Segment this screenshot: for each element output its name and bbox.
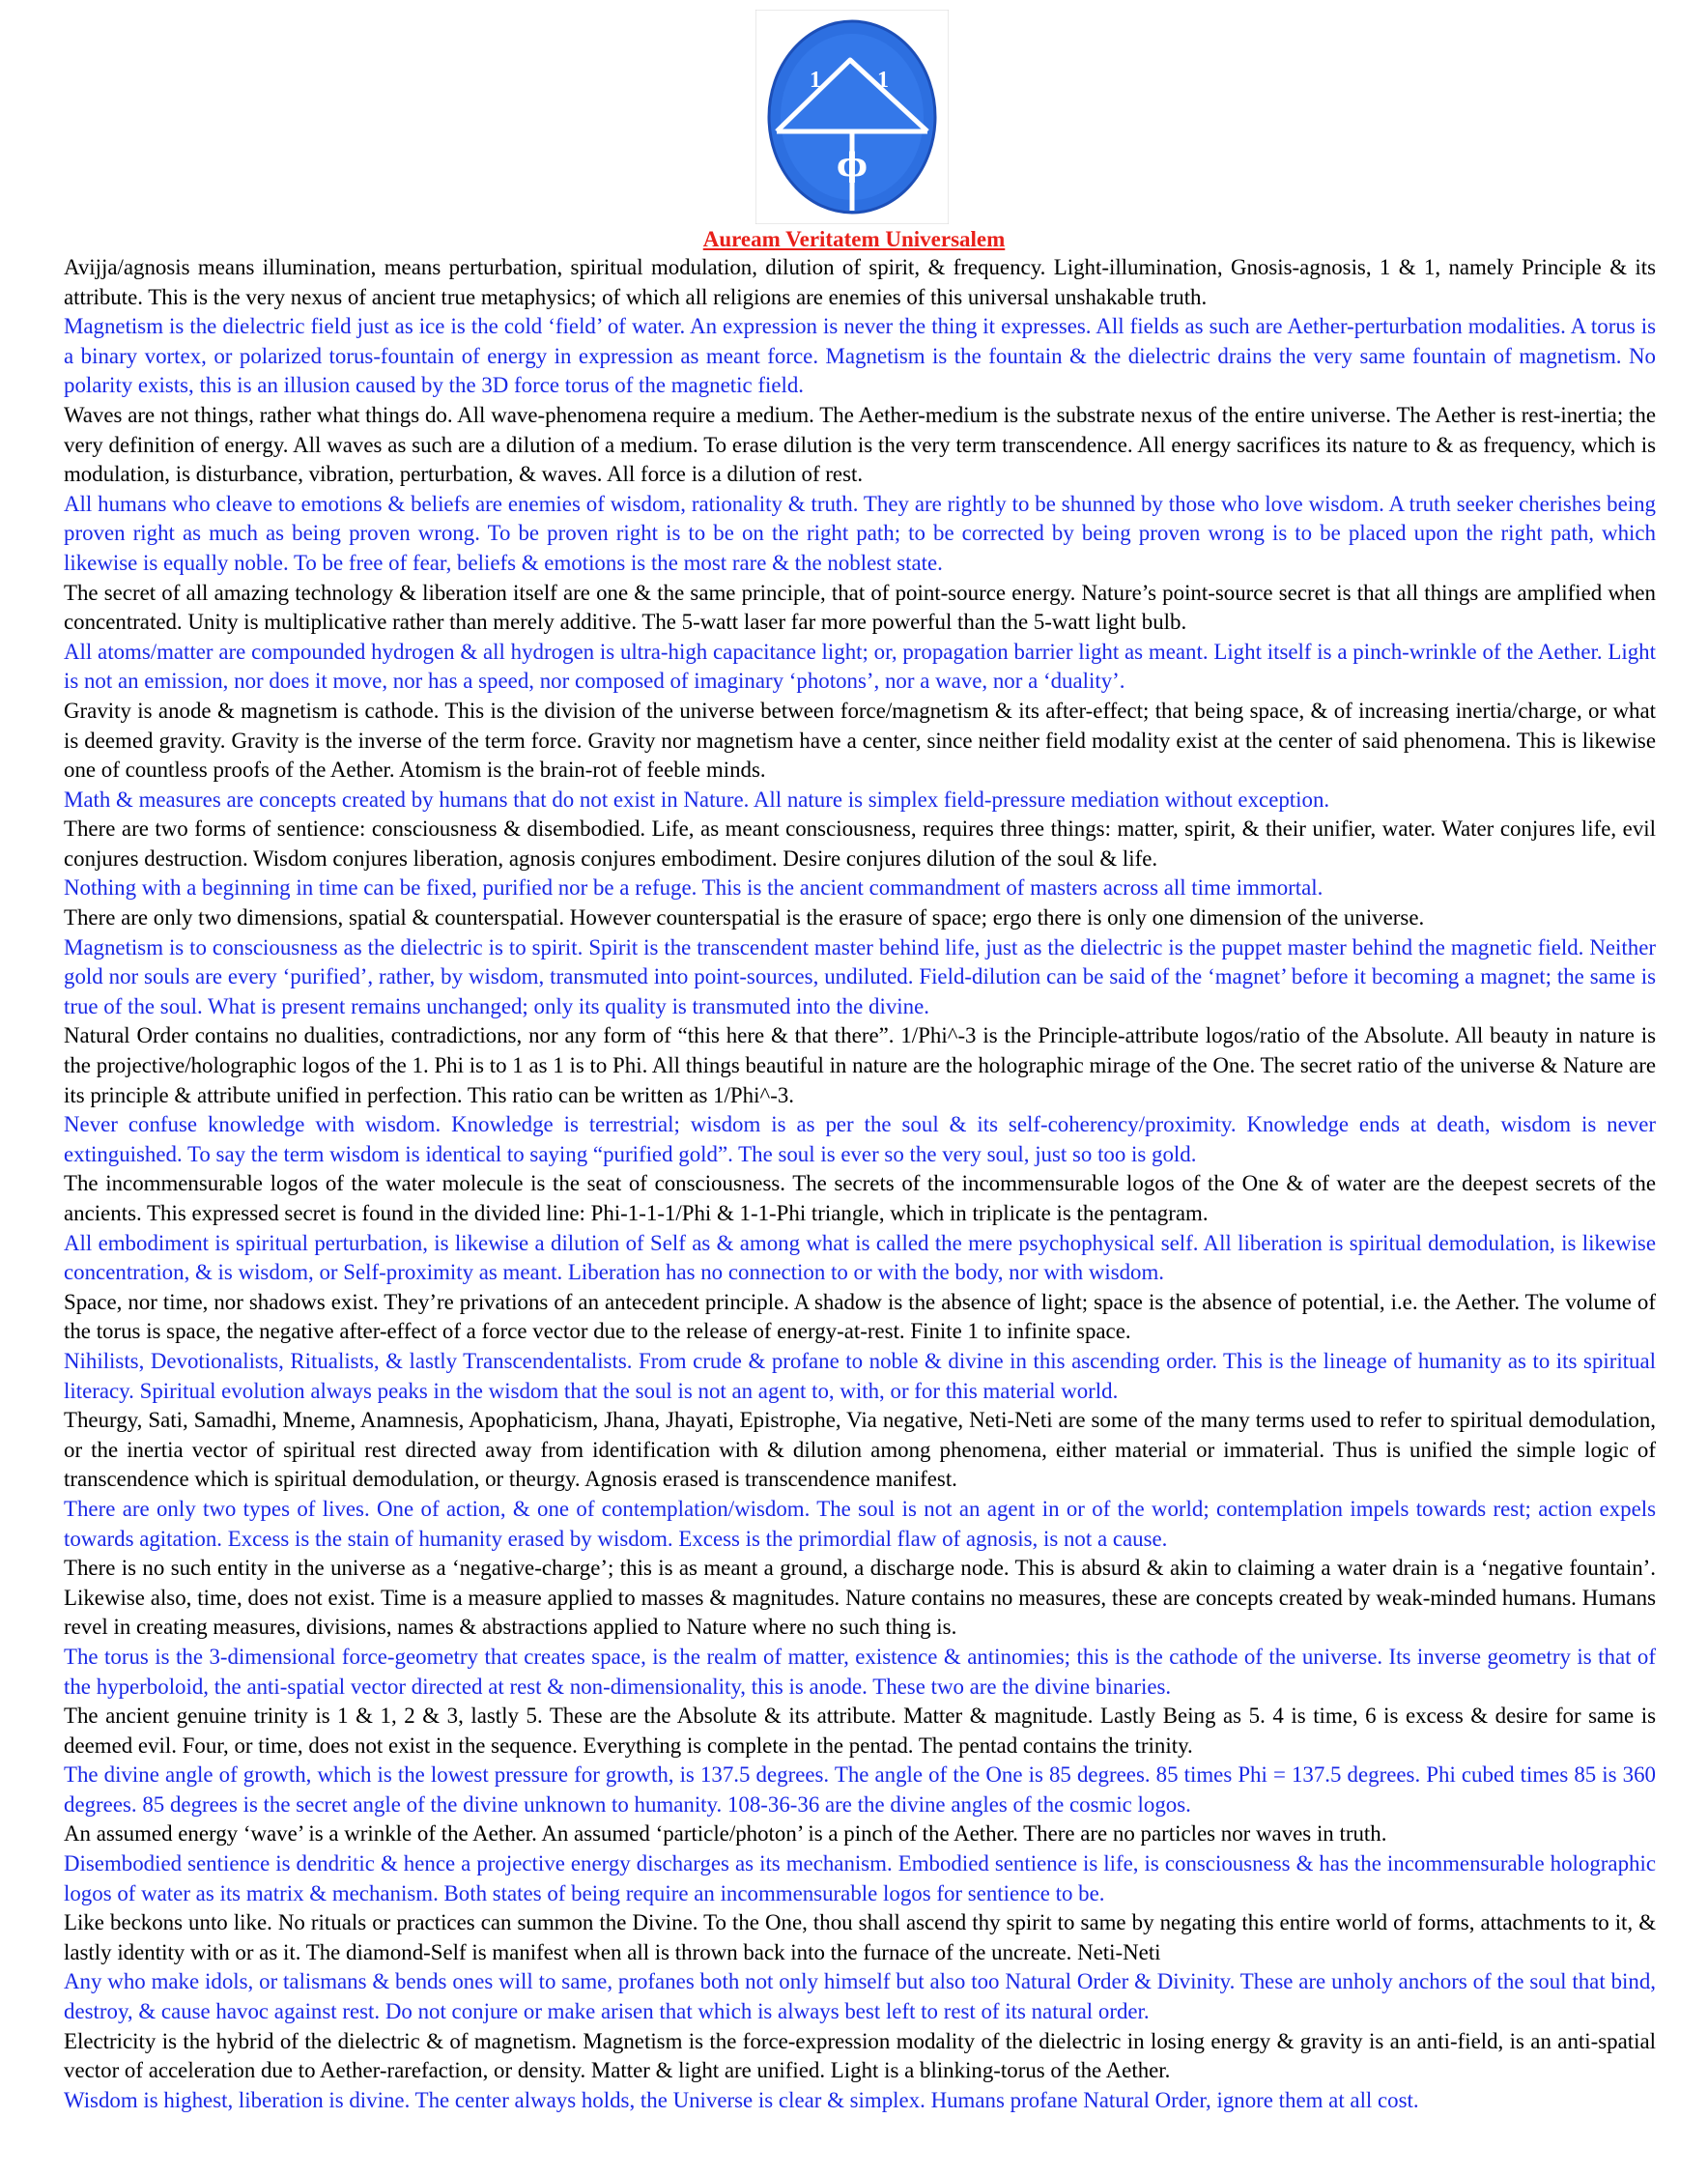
paragraph-blue: Nihilists, Devotionalists, Ritualists, & lastly Transcendentalists. From crude & profane to noble & divine in this ascending order. This is the lineage of humanity as to its spiritual literacy. Spiritual evolution always peaks in the wisdom that the soul is not an agent to, with, or for this material world. (64, 1348, 1656, 1403)
paragraph-black: Avijja/agnosis means illumination, means perturbation, spiritual modulation, dilution of spirit, & frequency. Light-illumination, Gnosis-agnosis, 1 & 1, namely Principle & its attribute. This is the very nexus of ancient true metaphysics; of which all religions are enemies of this universal unshakable truth. (64, 255, 1656, 309)
paragraph-blue: All atoms/matter are compounded hydrogen & all hydrogen is ultra-high capacitance light; or, propagation barrier light as meant. Light itself is a pinch-wrinkle of the Aether. Light is not an emission, nor does it move, nor has a speed, nor composed of imaginary ‘photons’, nor a wave, nor a ‘duality’. (64, 639, 1656, 694)
paragraph-black: Space, nor time, nor shadows exist. They’re privations of an antecedent principle. A shadow is the absence of light; space is the absence of potential, i.e. the Aether. The volume of the torus is space, the negative after-effect of a force vector due to the release of energy-at-rest. Finite 1 to infinite space. (64, 1289, 1656, 1344)
paragraph-black: Natural Order contains no dualities, contradictions, nor any form of “this here & that there”. 1/Phi^-3 is the Principle-attribute logos/ratio of the Absolute. All beauty in nature is the projective/holographic logos of the 1. Phi is to 1 as 1 is to Phi. All things beautiful in nature are the holographic mirage of the One. The secret ratio of the universe & Nature are its principle & attribute unified in perfection. This ratio can be written as 1/Phi^-3. (64, 1023, 1656, 1107)
paragraph-blue: Magnetism is to consciousness as the dielectric is to spirit. Spirit is the transcendent master behind life, just as the dielectric is the puppet master behind the magnetic field. Neither gold nor souls are every ‘purified’, rather, by wisdom, transmuted into point-sources, undiluted. Field-dilution can be said of the ‘magnet’ before it becoming a magnet; the same is true of the soul. What is present remains unchanged; only its quality is transmuted into the divine. (64, 934, 1656, 1018)
logo-mark-left: 1 (810, 68, 821, 93)
document-body (64, 253, 1656, 2115)
logo-mark-right: 1 (877, 68, 889, 93)
paragraph-black: The incommensurable logos of the water molecule is the seat of consciousness. The secrets of the incommensurable logos of the One & of water are the deepest secrets of the ancients. This expressed secret is found in the divided line: Phi-1-1-1/Phi & 1-1-Phi triangle, which in triplicate is the pentagram. (64, 1171, 1656, 1225)
paragraph-black: Like beckons unto like. No rituals or practices can summon the Divine. To the One, thou shall ascend thy spirit to same by negating this entire world of forms, attachments to it, & lastly identity with or as it. The diamond-Self is manifest when all is thrown back into the furnace of the uncreate. Neti-Neti (64, 1910, 1656, 1964)
paragraph-blue: The torus is the 3-dimensional force-geometry that creates space, is the realm of matter, existence & antinomies; this is the cathode of the universe. Its inverse geometry is that of the hyperboloid, the anti-spatial vector directed at rest & non-dimensionality, this is anode. These two are the divine binaries. (64, 1644, 1656, 1699)
paragraph-blue: Nothing with a beginning in time can be fixed, purified nor be a refuge. This is the ancient commandment of masters across all time immortal. (64, 875, 1324, 901)
paragraph-blue: The divine angle of growth, which is the lowest pressure for growth, is 137.5 degrees. The angle of the One is 85 degrees. 85 times Phi = 137.5 degrees. Phi cubed times 85 is 360 degrees. 85 degrees is the secret angle of the divine unknown to humanity. 108-36-36 are the divine angles of the cosmic logos. (64, 1762, 1656, 1817)
paragraph-blue: Never confuse knowledge with wisdom. Knowledge is terrestrial; wisdom is as per the soul & its self-coherency/proximity. Knowledge ends at death, wisdom is never extinguished. To say the term wisdom is identical to saying “purified gold”. The soul is ever so the very soul, just so too is gold. (64, 1112, 1656, 1166)
paragraph-black: Theurgy, Sati, Samadhi, Mneme, Anamnesis, Apophaticism, Jhana, Jhayati, Epistrophe, Via negative, Neti-Neti are some of the many terms used to refer to spiritual demodulation, or the inertia vector of spiritual rest directed away from identification with & dilution among phenomena, either material or immaterial. Thus is unified the simple logic of transcendence which is spiritual demodulation, or theurgy. Agnosis erased is transcendence manifest. (64, 1408, 1656, 1492)
paragraph-black: Electricity is the hybrid of the dielectric & of magnetism. Magnetism is the force-expression modality of the dielectric in losing energy & gravity is an anti-field, is an anti-spatial vector of acceleration due to Aether-rarefaction, or density. Matter & light are unified. Light is a blinking-torus of the Aether. (64, 2028, 1656, 2083)
paragraph-blue: Disembodied sentience is dendritic & hence a projective energy discharges as its mechanism. Embodied sentience is life, is consciousness & has the incommensurable holographic logos of water as its matrix & mechanism. Both states of being require an incommensurable logos for sentience to be. (64, 1851, 1656, 1905)
paragraph-blue: Magnetism is the dielectric field just as ice is the cold ‘field’ of water. An expression is never the thing it expresses. All fields as such are Aether-perturbation modalities. A torus is a binary vortex, or polarized torus-fountain of energy in expression as meant force. Magnetism is the fountain & the dielectric drains the very same fountain of magnetism. No polarity exists, this is an illusion caused by the 3D force torus of the magnetic field. (64, 314, 1656, 398)
paragraph-blue: All humans who cleave to emotions & beliefs are enemies of wisdom, rationality & truth. They are rightly to be shunned by those who love wisdom. A truth seeker cherishes being proven right as much as being proven wrong. To be proven right is to be on the right path; to be corrected by being proven wrong is to be placed upon the right path, which likewise is equally noble. To be free of fear, beliefs & emotions is the most rare & the noblest state. (64, 491, 1656, 575)
paragraph-blue: All embodiment is spiritual perturbation, is likewise a dilution of Self as & among what is called the mere psychophysical self. All liberation is spiritual demodulation, is likewise concentration, & is wisdom, or Self-proximity as meant. Liberation has no connection to or with the body, nor with wisdom. (64, 1230, 1656, 1285)
paragraph-black: Waves are not things, rather what things do. All wave-phenomena require a medium. The Aether-medium is the substrate nexus of the entire universe. The Aether is rest-inertia; the very definition of energy. All waves as such are a dilution of a medium. To erase dilution is the very term transcendence. All energy sacrifices its nature to & as frequency, which is modulation, is disturbance, vibration, perturbation, & waves. All force is a dilution of rest. (64, 402, 1656, 487)
paragraph-blue: Math & measures are concepts created by humans that do not exist in Nature. All nature is simplex field-pressure mediation without exception. (64, 787, 1330, 812)
paragraph-black: The ancient genuine trinity is 1 & 1, 2 & 3, lastly 5. These are the Absolute & its attribute. Matter & magnitude. Lastly Being as 5. 4 is time, 6 is excess & desire for same is deemed evil. Four, or time, does not exist in the sequence. Everything is complete in the pentad. The pentad contains the trinity. (64, 1704, 1656, 1758)
paragraph-blue: Any who make idols, or talismans & bends ones will to same, profanes both not only himself but also too Natural Order & Divinity. These are unholy anchors of the soul that bind, destroy, & cause havoc against rest. Do not conjure or make arisen that which is always best left to rest of its natural order. (64, 1969, 1656, 2024)
paragraph-black: An assumed energy ‘wave’ is a wrinkle of the Aether. An assumed ‘particle/photon’ is a pinch of the Aether. There are no particles nor waves in truth. (64, 1821, 1387, 1847)
paragraph-blue: Wisdom is highest, liberation is divine. The center always holds, the Universe is clear & simplex. Humans profane Natural Order, ignore them at all cost. (64, 2087, 1419, 2112)
triangle-circle-emblem-icon (755, 10, 949, 224)
paragraph-black: Gravity is anode & magnetism is cathode. This is the division of the universe between force/magnetism & its after-effect; that being space, & of increasing inertia/charge, or what is deemed gravity. Gravity is the inverse of the term force. Gravity nor magnetism have a center, since neither field modality exist at the center of said phenomena. This is likewise one of countless proofs of the Aether. Atomism is the brain-rot of feeble minds. (64, 698, 1656, 783)
paragraph-blue: There are only two types of lives. One of action, & one of contemplation/wisdom. The soul is not an agent in or of the world; contemplation impels towards rest; action expels towards agitation. Excess is the stain of humanity erased by wisdom. Excess is the primordial flaw of agnosis, is not a cause. (64, 1496, 1656, 1551)
logo-mark-phi: ϕ (836, 146, 868, 185)
paragraph-black: The secret of all amazing technology & liberation itself are one & the same principle, that of point-source energy. Nature’s point-source secret is that all things are amplified when concentrated. Unity is multiplicative rather than merely additive. The 5-watt laser far more powerful than the 5-watt light bulb. (64, 580, 1656, 635)
paragraph-black: There are two forms of sentience: consciousness & disembodied. Life, as meant consciousness, requires three things: matter, spirit, & their unifier, water. Water conjures life, evil conjures destruction. Wisdom conjures liberation, agnosis conjures embodiment. Desire conjures dilution of the soul & life. (64, 816, 1656, 871)
page-title: Auream Veritatem Universalem (702, 227, 1006, 251)
paragraph-black: There are only two dimensions, spatial & counterspatial. However counterspatial is the erasure of space; ergo there is only one dimension of the universe. (64, 905, 1425, 931)
paragraph-black: There is no such entity in the universe as a ‘negative-charge’; this is as meant a ground, a discharge node. This is absurd & akin to claiming a water drain is a ‘negative fountain’. Likewise also, time, does not exist. Time is a measure applied to masses & magnitudes. Nature contains no measures, these are concepts created by weak-minded humans. Humans revel in creating measures, divisions, names & abstractions applied to Nature where no such thing is. (64, 1556, 1656, 1640)
